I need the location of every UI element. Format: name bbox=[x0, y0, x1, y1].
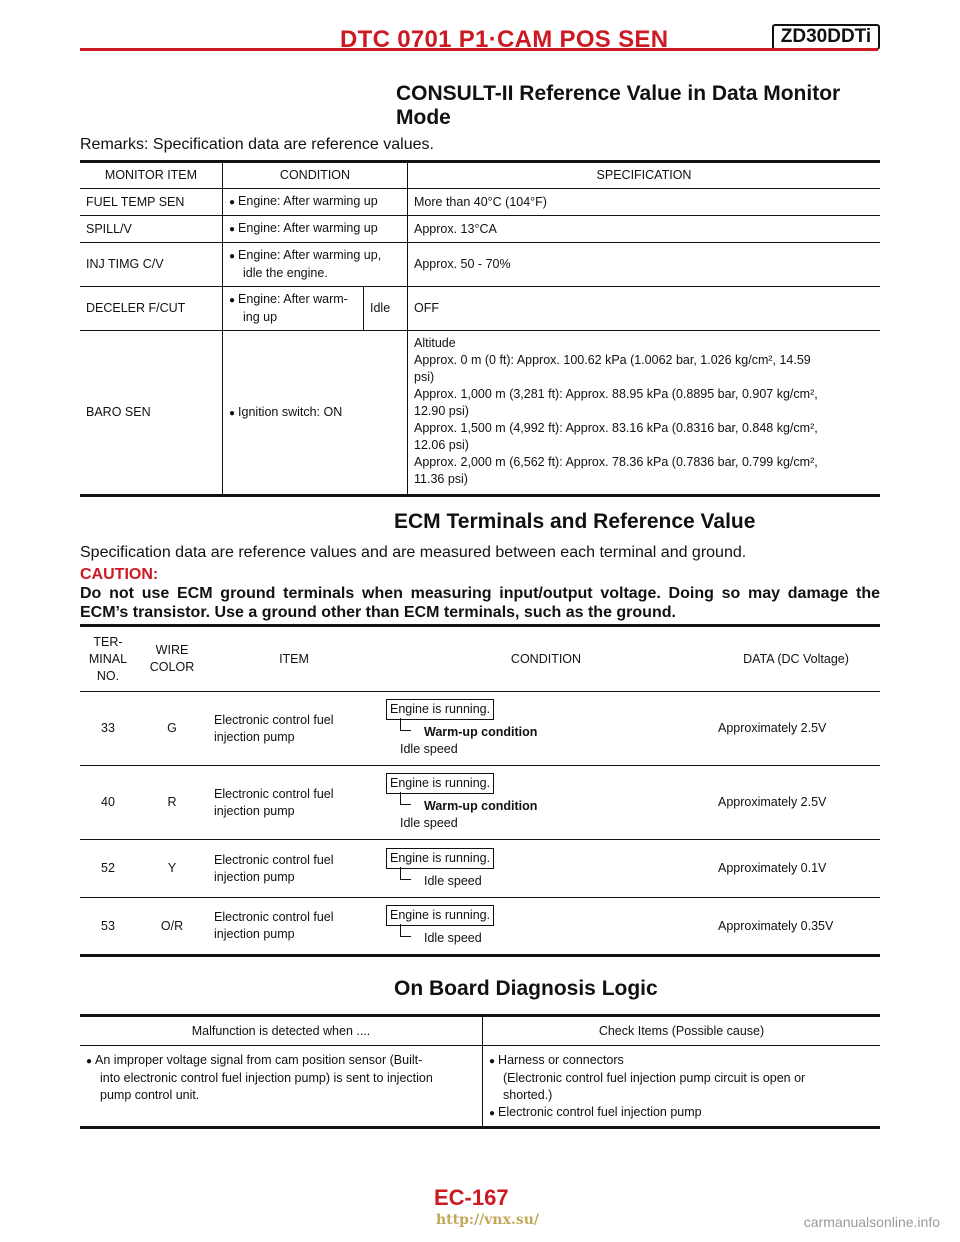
condition-text-cont: ing up bbox=[243, 310, 278, 324]
caution-label: CAUTION: bbox=[80, 566, 159, 583]
condition-cell bbox=[380, 692, 712, 766]
condition-sub: Idle speed bbox=[400, 816, 458, 830]
table-row bbox=[80, 840, 880, 898]
table-header-row bbox=[80, 162, 880, 189]
page-header-title: DTC 0701 P1·CAM POS SEN bbox=[340, 26, 669, 53]
col-condition: CONDITION bbox=[380, 626, 712, 692]
condition-cell bbox=[223, 189, 408, 216]
condition-cell bbox=[380, 898, 712, 956]
spec-cell: Approx. 50 - 70% bbox=[408, 243, 881, 287]
condition-sub: Idle bbox=[364, 287, 408, 330]
item-cell: Electronic control fuel injection pump bbox=[208, 766, 380, 840]
condition-text-cont: idle the engine. bbox=[243, 266, 328, 280]
condition-cell bbox=[223, 287, 408, 331]
condition-box: Engine is running. bbox=[386, 773, 494, 794]
monitor-item: SPILL/V bbox=[80, 216, 223, 243]
terminal-no: 53 bbox=[80, 898, 136, 956]
table-row bbox=[80, 692, 880, 766]
col-specification: SPECIFICATION bbox=[408, 162, 881, 189]
monitor-item: INJ TIMG C/V bbox=[80, 243, 223, 287]
wire-color: O/R bbox=[136, 898, 208, 956]
data-cell: Approximately 2.5V bbox=[712, 766, 880, 840]
terminal-no: 40 bbox=[80, 766, 136, 840]
monitor-item: DECELER F/CUT bbox=[80, 287, 223, 331]
condition-sub: Idle speed bbox=[424, 931, 482, 945]
table-row bbox=[80, 287, 880, 331]
bullet-icon: ● bbox=[489, 1056, 496, 1067]
condition-text: Engine: After warm- bbox=[238, 292, 348, 306]
data-cell: Approximately 0.1V bbox=[712, 840, 880, 898]
bullet-icon: ● bbox=[229, 197, 236, 208]
spec-cell: Approx. 13°CA bbox=[408, 216, 881, 243]
section-title-consult bbox=[396, 82, 840, 130]
condition-cell bbox=[223, 331, 408, 496]
table-row bbox=[80, 898, 880, 956]
data-cell: Approximately 0.35V bbox=[712, 898, 880, 956]
table-row bbox=[80, 216, 880, 243]
col-monitor-item: MONITOR ITEM bbox=[80, 162, 223, 189]
section-title-line2: Mode bbox=[396, 106, 451, 129]
condition-bold: Warm-up condition bbox=[424, 725, 538, 739]
data-cell: Approximately 2.5V bbox=[712, 692, 880, 766]
condition-bold: Warm-up condition bbox=[424, 799, 538, 813]
bullet-icon: ● bbox=[86, 1056, 93, 1067]
monitor-item: BARO SEN bbox=[80, 331, 223, 496]
wire-color: G bbox=[136, 692, 208, 766]
check-items-cell: ● Harness or connectors (Electronic control fuel injection pump circuit is open or shorted.) ● Electronic control fuel injection pump bbox=[483, 1046, 881, 1128]
spec-line: Approx. 2,000 m (6,562 ft): Approx. 78.36 kPa (0.7836 bar, 0.799 kg/cm², bbox=[414, 455, 818, 469]
page-number: EC-167 bbox=[434, 1185, 509, 1210]
terminal-no: 52 bbox=[80, 840, 136, 898]
ecm-terminal-table bbox=[80, 624, 880, 957]
table-row bbox=[80, 331, 880, 496]
consult-reference-table bbox=[80, 160, 880, 497]
col-malfunction: Malfunction is detected when .... bbox=[80, 1016, 483, 1046]
table-row bbox=[80, 766, 880, 840]
section-title-line1: CONSULT-II Reference Value in Data Monitor bbox=[396, 82, 841, 105]
table-row bbox=[80, 189, 880, 216]
spec-line: Approx. 1,500 m (4,992 ft): Approx. 83.16 kPa (0.8316 bar, 0.848 kg/cm², bbox=[414, 421, 818, 435]
item-cell: Electronic control fuel injection pump bbox=[208, 692, 380, 766]
table-header-row bbox=[80, 1016, 880, 1046]
spec-line: Approx. 0 m (0 ft): Approx. 100.62 kPa (1.0062 bar, 1.026 kg/cm², 14.59 bbox=[414, 353, 811, 367]
watermark: carmanualsonline.info bbox=[803, 1214, 940, 1230]
col-wire-color: WIRE COLOR bbox=[136, 626, 208, 692]
col-item: ITEM bbox=[208, 626, 380, 692]
condition-cell bbox=[223, 243, 408, 287]
spec-cell bbox=[408, 331, 881, 496]
spec-line: 12.90 psi) bbox=[414, 404, 469, 418]
source-url[interactable]: http://vnx.su/ bbox=[436, 1212, 540, 1228]
table-row bbox=[80, 243, 880, 287]
spec-line: Approx. 1,000 m (3,281 ft): Approx. 88.95 kPa (0.8895 bar, 0.907 kg/cm², bbox=[414, 387, 818, 401]
spec-line: 11.36 psi) bbox=[414, 472, 468, 486]
condition-box: Engine is running. bbox=[386, 699, 494, 720]
bullet-icon: ● bbox=[229, 224, 236, 235]
terminal-no: 33 bbox=[80, 692, 136, 766]
spec-line: psi) bbox=[414, 370, 435, 384]
spec-cell: OFF bbox=[408, 287, 881, 331]
item-cell: Electronic control fuel injection pump bbox=[208, 898, 380, 956]
table-header-row bbox=[80, 626, 880, 692]
condition-cell bbox=[380, 766, 712, 840]
section-title-diagnosis: On Board Diagnosis Logic bbox=[394, 977, 658, 1000]
col-terminal: TER- MINAL NO. bbox=[80, 626, 136, 692]
item-cell: Electronic control fuel injection pump bbox=[208, 840, 380, 898]
malfunction-cell: ● An improper voltage signal from cam position sensor (Built- into electronic control fuel injection pump) is sent to injection pump control unit. bbox=[80, 1046, 483, 1128]
bullet-icon: ● bbox=[229, 295, 236, 306]
bullet-icon: ● bbox=[489, 1108, 496, 1119]
col-condition: CONDITION bbox=[223, 162, 408, 189]
condition-cell bbox=[380, 840, 712, 898]
caution-text: Do not use ECM ground terminals when measuring input/output voltage. Doing so may damage the ECM’s transistor. Use a ground other than ECM terminals, such as the ground. bbox=[80, 585, 880, 621]
section-title-ecm: ECM Terminals and Reference Value bbox=[394, 510, 756, 533]
wire-color: Y bbox=[136, 840, 208, 898]
condition-sub: Idle speed bbox=[424, 873, 482, 888]
spec-line: Altitude bbox=[414, 336, 456, 350]
col-data: DATA (DC Voltage) bbox=[712, 626, 880, 692]
spec-line: 12.06 psi) bbox=[414, 438, 469, 452]
condition-text: Engine: After warming up, bbox=[238, 248, 382, 262]
diagnosis-logic-table bbox=[80, 1014, 880, 1129]
condition-sub: Idle speed bbox=[400, 742, 458, 756]
condition-main bbox=[223, 287, 364, 330]
bullet-icon: ● bbox=[229, 251, 236, 262]
col-check-items: Check Items (Possible cause) bbox=[483, 1016, 881, 1046]
condition-box: Engine is running. bbox=[386, 848, 494, 869]
monitor-item: FUEL TEMP SEN bbox=[80, 189, 223, 216]
condition-box: Engine is running. bbox=[386, 905, 494, 926]
condition-text: Engine: After warming up bbox=[238, 194, 378, 208]
bullet-icon: ● bbox=[229, 407, 236, 419]
wire-color: R bbox=[136, 766, 208, 840]
condition-text: Engine: After warming up bbox=[238, 221, 378, 235]
remarks-text: Remarks: Specification data are reference values. bbox=[80, 136, 434, 153]
table-row bbox=[80, 1046, 880, 1128]
spec-cell: More than 40°C (104°F) bbox=[408, 189, 881, 216]
condition-text: Ignition switch: ON bbox=[238, 404, 343, 419]
condition-cell bbox=[223, 216, 408, 243]
ecm-description: Specification data are reference values and are measured between each terminal and ground. bbox=[80, 544, 747, 561]
engine-model-badge: ZD30DDTi bbox=[772, 24, 880, 50]
condition-subtable bbox=[223, 287, 407, 330]
header-divider bbox=[80, 48, 878, 51]
